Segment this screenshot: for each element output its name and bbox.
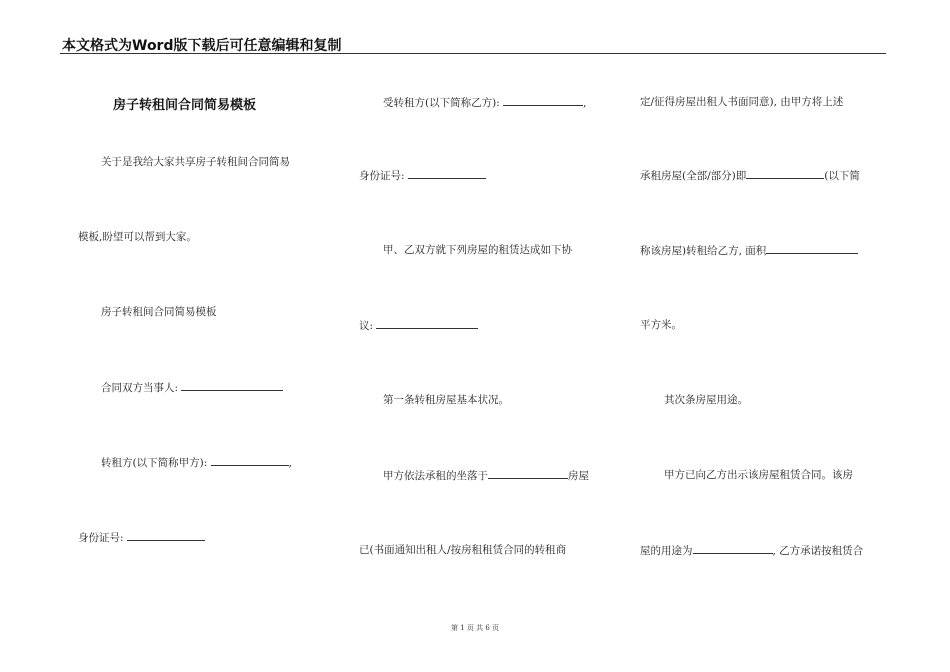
- text-column-3: [620, 0, 900, 672]
- fill-in-blank: [766, 242, 858, 254]
- paragraph-line: [359, 167, 486, 183]
- fill-in-blank: [127, 529, 205, 541]
- text-segment: ,: [288, 457, 292, 469]
- paragraph-line: [101, 304, 217, 319]
- text-segment: 关于是我给大家共享房子转租间合同简易: [101, 156, 290, 168]
- text-segment: 身份证号:: [78, 532, 127, 544]
- paragraph-line: [101, 454, 292, 470]
- fill-in-blank: [376, 317, 478, 329]
- text-segment: 屋的用途为: [640, 545, 693, 557]
- fill-in-blank: [488, 467, 568, 479]
- paragraph-line: [359, 317, 478, 333]
- paragraph-line: [383, 467, 589, 483]
- text-segment: 房屋: [568, 470, 589, 482]
- paragraph-line: [359, 542, 566, 557]
- text-segment: 受转租方(以下简称乙方):: [383, 97, 504, 109]
- document-title: [113, 94, 256, 113]
- text-segment: 承租房屋(全部/部分)即: [640, 170, 747, 182]
- fill-in-blank: [503, 94, 583, 106]
- paragraph-line: [640, 542, 863, 558]
- paragraph-line: [383, 392, 509, 407]
- paragraph-line: [664, 467, 853, 482]
- text-segment: 转租方(以下简称甲方):: [101, 457, 211, 469]
- text-segment: (以下简: [824, 170, 860, 182]
- paragraph-line: [664, 392, 748, 407]
- text-segment: 甲方依法承租的坐落于: [383, 470, 488, 482]
- document-header-title: 本文格式为Word版下载后可任意编辑和复制: [62, 38, 342, 54]
- text-segment: 身份证号:: [359, 170, 408, 182]
- text-segment: 议:: [359, 320, 377, 332]
- text-segment: 定/征得房屋出租人书面同意), 由甲方将上述: [640, 96, 844, 108]
- text-segment: 甲方已向乙方出示该房屋租赁合同。该房: [664, 469, 853, 481]
- paragraph-line: [640, 317, 682, 332]
- text-segment: 甲、乙双方就下列房屋的租赁达成如下协: [383, 244, 572, 256]
- paragraph-line: [78, 229, 197, 244]
- fill-in-blank: [211, 454, 289, 466]
- paragraph-line: [101, 379, 283, 395]
- paragraph-line: [78, 529, 205, 545]
- text-segment: 模板,盼望可以帮到大家。: [78, 231, 197, 243]
- text-segment: 已(书面通知出租人/按房租租赁合同的转租商: [359, 544, 567, 556]
- text-column-2: [330, 0, 620, 672]
- fill-in-blank: [408, 167, 486, 179]
- paragraph-line: [640, 167, 860, 183]
- paragraph-line: [640, 94, 843, 109]
- text-segment: 平方米。: [640, 319, 682, 331]
- fill-in-blank: [181, 379, 283, 391]
- paragraph-line: [101, 154, 290, 169]
- text-segment: 合同双方当事人:: [101, 382, 182, 394]
- page-footer: 第 1 页 共 6 页: [450, 624, 500, 632]
- text-segment: 房子转租间合同简易模板: [101, 306, 217, 318]
- paragraph-line: [640, 242, 858, 258]
- text-segment: 其次条房屋用途。: [664, 394, 748, 406]
- fill-in-blank: [693, 542, 773, 554]
- text-segment: ,: [583, 97, 587, 109]
- text-segment: , 乙方承诺按租赁合: [772, 545, 864, 557]
- paragraph-line: [383, 94, 586, 110]
- text-column-1: [0, 0, 330, 672]
- text-segment: 房子转租间合同简易模板: [113, 98, 257, 113]
- fill-in-blank: [746, 167, 824, 179]
- paragraph-line: [383, 242, 572, 257]
- text-segment: 第一条转租房屋基本状况。: [383, 394, 509, 406]
- text-segment: 称该房屋)转租给乙方, 面积: [640, 245, 767, 257]
